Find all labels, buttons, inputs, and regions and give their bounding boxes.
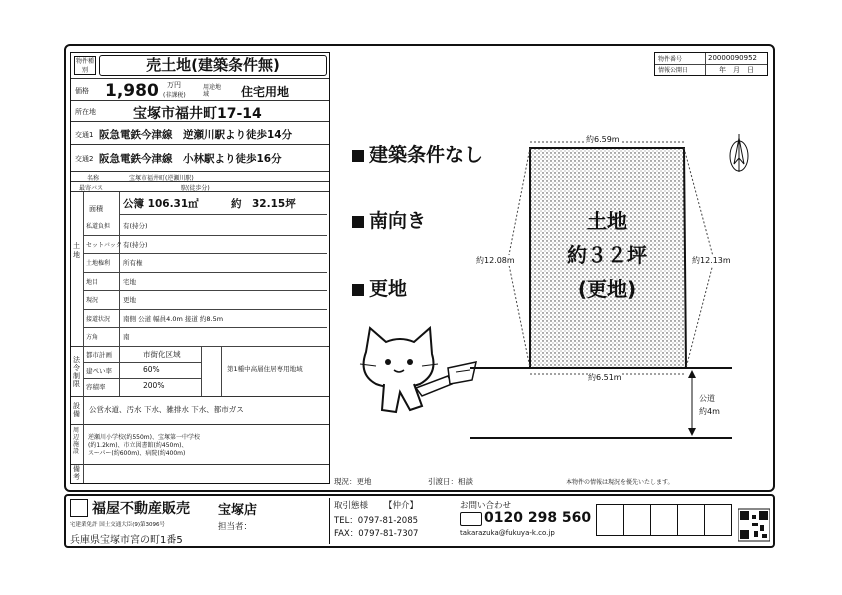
company-license: 宅建業免許 国土交通大臣(9)第3096号 bbox=[70, 522, 166, 528]
road-width: 約4m bbox=[699, 407, 720, 416]
extra-label-2: 最寄バス bbox=[79, 185, 104, 192]
nearby-line-2: (約1.2km)、市立図書館(約450m)、 bbox=[88, 442, 188, 449]
regulation-row-value: 200% bbox=[143, 381, 165, 390]
feature-2: 南向き bbox=[352, 206, 426, 233]
listing-title: 売土地(建築条件無) bbox=[99, 55, 327, 76]
land-row-label: セットバック bbox=[86, 241, 122, 249]
regulation-row-value: 60% bbox=[143, 365, 160, 374]
road-label: 公道 bbox=[699, 394, 715, 403]
use-value: 住宅用地 bbox=[241, 85, 290, 99]
nearby-line-3: スーパー(約600m)、病院(約400m) bbox=[88, 450, 186, 457]
land-row-label: 土地権利 bbox=[86, 260, 111, 267]
plot-top-dimension: 約6.59m bbox=[586, 135, 620, 144]
property-info-table bbox=[70, 52, 330, 484]
land-area-value: 公簿 106.31㎡ bbox=[123, 198, 199, 210]
status-text: 現況：更地 bbox=[334, 477, 372, 486]
land-row-label: 方角 bbox=[86, 334, 99, 341]
land-row-value: 有(持分) bbox=[123, 240, 148, 249]
plot-right-dimension: 約12.13m bbox=[692, 256, 731, 265]
plot-label bbox=[530, 204, 684, 306]
land-row-label: 地目 bbox=[86, 278, 99, 286]
bullet-square-icon bbox=[352, 284, 364, 296]
address-row bbox=[71, 101, 329, 122]
regulation-row-value: 市街化区域 bbox=[143, 350, 181, 359]
land-row-label: 私道負担 bbox=[86, 223, 111, 230]
plot-label-line-1: 土地 bbox=[587, 209, 627, 233]
address-value: 宝塚市福井町17-14 bbox=[133, 106, 262, 122]
nearby-section bbox=[71, 424, 329, 465]
ref-date: 年 月 日 bbox=[719, 66, 754, 74]
land-tsubo-value: 約 32.15坪 bbox=[231, 198, 296, 210]
regulation-row-label: 建ぺい率 bbox=[86, 367, 112, 375]
price-label: 価格 bbox=[75, 87, 89, 95]
email-address: takarazuka@fukuya-k.co.jp bbox=[460, 529, 555, 537]
address-label: 所在地 bbox=[75, 108, 96, 116]
company-name: 福屋不動産販売 bbox=[92, 501, 190, 517]
ref-number: 20000090952 bbox=[708, 54, 757, 62]
ref-number-label: 物件番号 bbox=[658, 56, 683, 63]
remarks-section bbox=[71, 464, 329, 483]
use-label: 用途地域 bbox=[203, 84, 222, 98]
regulation-section bbox=[71, 346, 329, 397]
price-unit: 万円 bbox=[167, 81, 181, 89]
price-tax: (非課税) bbox=[163, 92, 186, 99]
traffic-label-1: 交通1 bbox=[75, 131, 94, 139]
company-address: 兵庫県宝塚市宮の町1番5 bbox=[70, 535, 183, 546]
regulation-row-label: 容積率 bbox=[86, 383, 106, 391]
ref-date-label: 情報公開日 bbox=[658, 67, 689, 74]
traffic-row-1 bbox=[71, 122, 329, 145]
traffic-value-2: 阪急電鉄今津線 小林駅より徒歩16分 bbox=[99, 153, 282, 165]
land-row-value: 更地 bbox=[123, 296, 136, 304]
tel-number: TEL：0797-81-2085 bbox=[334, 516, 419, 526]
free-dial-number: 0120 298 560 bbox=[484, 510, 592, 526]
note-text: 本物件の情報は現況を優先いたします。 bbox=[566, 479, 674, 486]
feature-3: 更地 bbox=[352, 274, 407, 301]
company-branch: 宝塚店 bbox=[218, 503, 258, 518]
price-row bbox=[71, 79, 329, 101]
land-section-label: 土地 bbox=[73, 242, 80, 259]
feature-1: 建築条件なし bbox=[352, 140, 483, 167]
traffic-row-2 bbox=[71, 145, 329, 172]
contact-label: お問い合わせ bbox=[460, 501, 512, 511]
bullet-square-icon bbox=[352, 216, 364, 228]
land-row-value: 所有権 bbox=[123, 259, 143, 267]
mode-value: 【仲介】 bbox=[384, 501, 419, 511]
land-section bbox=[71, 192, 329, 347]
traffic-label-2: 交通2 bbox=[75, 155, 94, 163]
land-row-label: 接道状況 bbox=[86, 315, 111, 323]
land-row-value: 南 bbox=[123, 333, 130, 341]
facilities-section bbox=[71, 396, 329, 425]
ref-box bbox=[654, 52, 768, 76]
plot-label-line-2: 約３２坪 bbox=[567, 243, 647, 267]
company-logo-icon bbox=[70, 499, 88, 517]
staff-label: 担当者： bbox=[218, 522, 253, 532]
zone-value: 第1種中高層住居専用地域 bbox=[227, 365, 303, 373]
regulation-row-label: 都市計画 bbox=[86, 351, 112, 359]
plot-label-line-3: (更地) bbox=[577, 277, 637, 301]
land-row-value: 宅地 bbox=[123, 277, 136, 286]
price-value: 1,980 bbox=[105, 81, 159, 101]
regulation-label: 法令制限 bbox=[73, 356, 80, 388]
company-band bbox=[64, 494, 775, 548]
traffic-value-1: 阪急電鉄今津線 逆瀬川駅より徒歩14分 bbox=[99, 129, 293, 141]
nearby-line-1: 逆瀬川小学校(約550m)、宝塚第一中学校 bbox=[88, 434, 200, 441]
land-area-label: 面積 bbox=[89, 205, 103, 213]
bullet-square-icon bbox=[352, 150, 364, 162]
stamp-boxes bbox=[596, 504, 732, 536]
facilities-label: 設備 bbox=[73, 402, 80, 418]
land-row-label: 現況 bbox=[86, 297, 99, 304]
handover-text: 引渡日：相談 bbox=[428, 477, 473, 486]
nearby-label: 周辺施設 bbox=[73, 427, 80, 455]
land-row-value: 南側 公道 幅員4.0m 接道 約8.5m bbox=[123, 314, 224, 323]
plot-left-dimension: 約12.08m bbox=[476, 256, 515, 265]
plot-bottom-dimension: 約6.51m bbox=[588, 373, 622, 382]
extra-value-2: 駅(徒歩分) bbox=[181, 185, 210, 192]
category-tag: 物件種別 bbox=[75, 58, 94, 74]
facilities-value: 公営水道、汚水 下水、雑排水 下水、都市ガス bbox=[89, 405, 244, 414]
remarks-label: 備考 bbox=[73, 465, 80, 481]
mode-label: 取引態様 bbox=[334, 501, 369, 511]
qr-code-icon bbox=[738, 501, 770, 543]
extra-label-1: 名称 bbox=[87, 175, 100, 182]
title-row bbox=[71, 53, 329, 79]
extra-row-1 bbox=[71, 172, 329, 182]
land-row-value: 有(持分) bbox=[123, 222, 148, 230]
free-dial-icon bbox=[460, 512, 482, 526]
extra-row-2 bbox=[71, 182, 329, 192]
cat-mascot-icon bbox=[352, 322, 482, 418]
fax-number: FAX：0797-81-7307 bbox=[334, 529, 419, 539]
extra-value-1: 宝塚市福井町(逆瀬川駅) bbox=[129, 175, 194, 182]
